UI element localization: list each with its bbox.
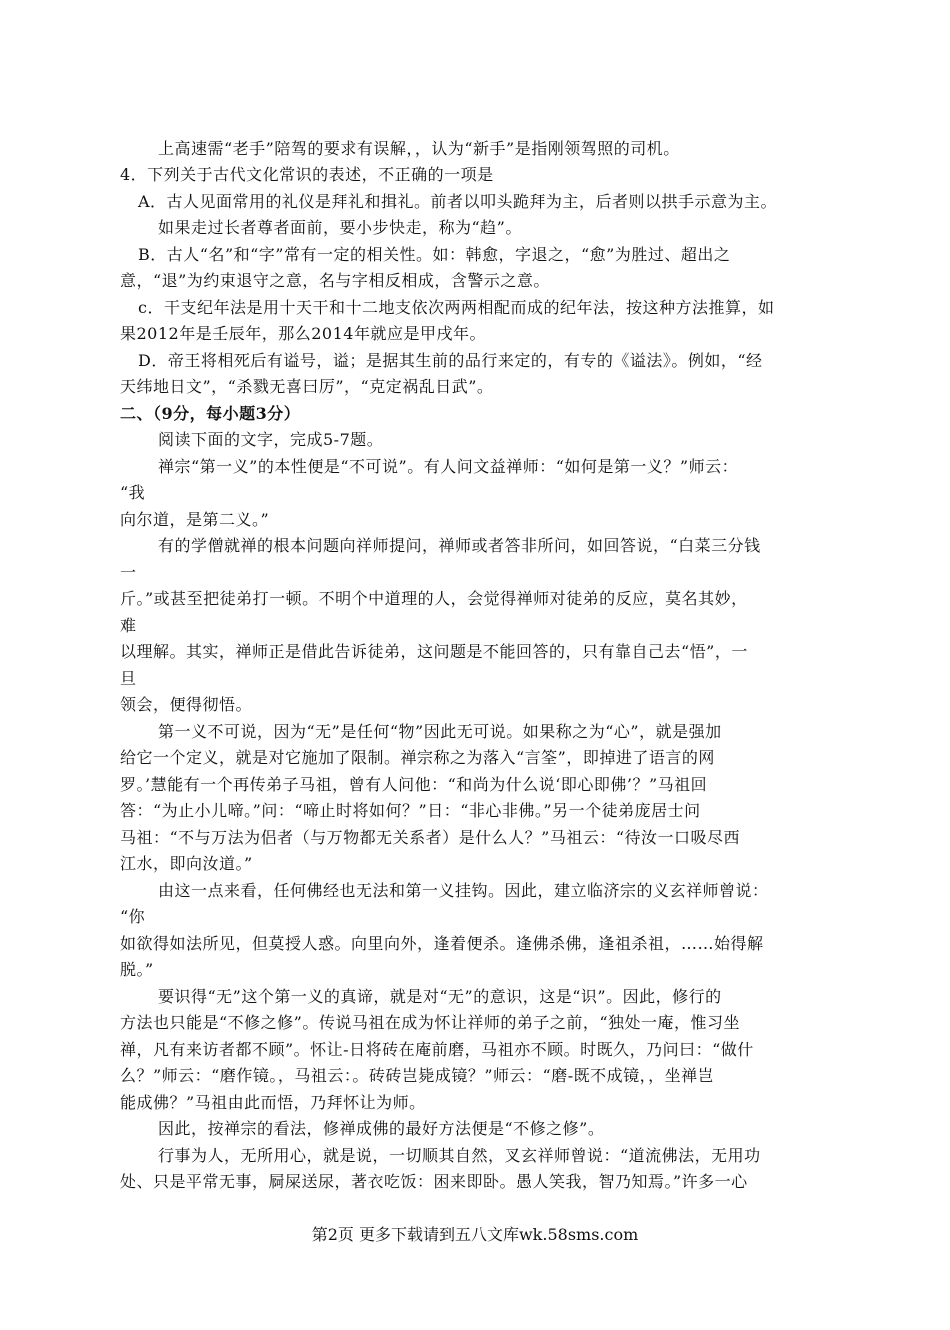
option-c: c．干支纪年法是用十天干和十二地支依次两两相配而成的纪年法，按这种方法推算，如 xyxy=(138,298,775,317)
text-line: 领会，便得彻悟。 xyxy=(120,695,253,714)
text-line: 第一义不可说，因为“无”是任何“物”因此无可说。如果称之为“心”，就是强加 xyxy=(158,722,722,741)
text-line: 因此，按禅宗的看法，修禅成佛的最好方法便是“不修之修”。 xyxy=(158,1119,605,1138)
text-line: 以理解。其实，禅师正是借此告诉徒弟，这问题是不能回答的，只有靠自己去“悟”，一 xyxy=(120,642,748,661)
text-line: 能成佛？”马祖由此而悟，乃拜怀让为师。 xyxy=(120,1093,426,1112)
text-line: 天纬地日文”，“杀戮无喜曰厉”，“克定祸乱日武”。 xyxy=(120,377,494,396)
text-line: 旦 xyxy=(120,669,137,688)
text-line: 要识得“无”这个第一义的真谛，就是对“无”的意识，这是“识”。因此，修行的 xyxy=(158,987,722,1006)
text-line: 脱。” xyxy=(120,960,154,979)
page-footer: 第2页 更多下载请到五八文库wk.58sms.com xyxy=(311,1225,639,1244)
text-line: 答：“为止小儿啼。”问：“啼止时将如何？”日：“非心非佛。”另一个徒弟庞居士问 xyxy=(120,801,701,820)
text-line: 如欲得如法所见，但莫授人惑。向里向外，逢着便杀。逢佛杀佛，逢祖杀祖，……始得解 xyxy=(120,934,764,953)
option-a: A．古人见面常用的礼仪是拜礼和揖礼。前者以叩头跪拜为主，后者则以拱手示意为主。 xyxy=(138,192,778,211)
text-line: “你 xyxy=(120,907,146,926)
text-line: 罗。’慧能有一个再传弟子马祖，曾有人问他：“和尚为什么说‘即心即佛’？”马祖回 xyxy=(120,775,708,794)
instruction-line: 阅读下面的文字，完成5-7题。 xyxy=(158,430,384,449)
question-heading: 4．下列关于古代文化常识的表述，不正确的一项是 xyxy=(120,165,494,184)
text-line: 行事为人，无所用心，就是说，一切顺其自然，叉玄祥师曾说：“道流佛法，无用功 xyxy=(158,1146,761,1165)
text-line: 意，“退”为约束退守之意，名与字相反相成，含警示之意。 xyxy=(120,271,550,290)
text-line: 方法也只能是“不修之修”。传说马祖在成为怀让祥师的弟子之前，“独处一庵，惟习坐 xyxy=(120,1013,741,1032)
text-line: 给它一个定义，就是对它施加了限制。禅宗称之为落入“言筌”，即掉进了语言的网 xyxy=(120,748,715,767)
text-line: 么？”师云：“磨作镜。，马祖云：。砖砖岂毙成镜？”师云：“磨-既不成镜，，坐禅岂 xyxy=(120,1066,715,1085)
option-d: D．帝王将相死后有谥号，谥；是据其生前的品行来定的，有专的《谥法》。例如，“经 xyxy=(138,351,763,370)
text-line: 一 xyxy=(120,563,137,582)
text-line: “我 xyxy=(120,483,146,502)
text-line: 难 xyxy=(120,616,137,635)
section-heading: 二、（9分，每小题3分） xyxy=(120,404,301,423)
text-line: 斤。”或甚至把徒弟打一顿。不明个中道理的人，会觉得禅师对徒弟的反应，莫名其妙， xyxy=(120,589,748,608)
option-b: B．古人“名”和“字”常有一定的相关性。如：韩愈，字退之，“愈”为胜过、超出之 xyxy=(138,245,731,264)
text-line: 向尔道，是第二义。” xyxy=(120,510,270,529)
text-line: 上高速需“老手”陪驾的要求有误解，，认为“新手”是指刚领驾照的司机。 xyxy=(158,139,680,158)
text-line: 禅宗“第一义”的本性便是“不可说”。有人问文益禅师：“如何是第一义？”师云： xyxy=(158,457,739,476)
text-line: 果2012年是壬辰年，那么2014年就应是甲戌年。 xyxy=(120,324,486,343)
text-line: 如果走过长者尊者面前，要小步快走，称为“趋”。 xyxy=(158,218,522,237)
text-line: 马祖：“不与万法为侣者（与万物都无关系者）是什么人？”马祖云：“待汝一口吸尽西 xyxy=(120,828,741,847)
text-line: 禅，凡有来访者都不顾”。怀让-日将砖在庵前磨，马祖亦不顾。时既久，乃问曰：“做什 xyxy=(120,1040,754,1059)
text-line: 江水，即向汝道。” xyxy=(120,854,253,873)
text-line: 由这一点来看，任何佛经也无法和第一义挂钩。因此，建立临济宗的义玄祥师曾说： xyxy=(158,881,769,900)
text-line: 有的学僧就禅的根本问题向祥师提问，禅师或者答非所问，如回答说，“白菜三分钱 xyxy=(158,536,761,555)
text-line: 处、只是平常无事，屙屎送尿，著衣吃饭：困来即卧。愚人笑我，智乃知焉。”许多一心 xyxy=(120,1172,748,1191)
